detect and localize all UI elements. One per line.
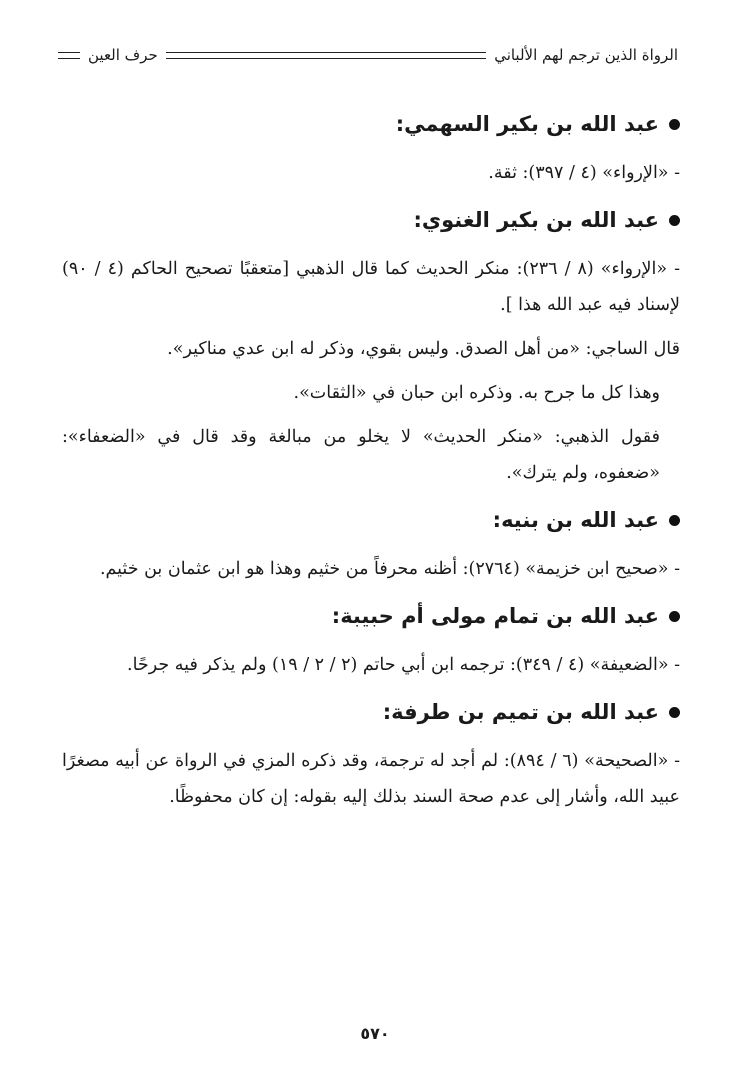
narrator-name: عبد الله بن بكير السهمي:	[395, 112, 659, 136]
narrator-name: عبد الله بن بنيه:	[492, 508, 659, 532]
running-header	[58, 40, 678, 70]
entry	[62, 107, 680, 191]
entry-title	[62, 503, 680, 537]
page-content	[62, 95, 680, 823]
bullet-icon	[669, 515, 680, 526]
entry	[62, 203, 680, 491]
header-rule	[166, 52, 486, 59]
entry-paragraph: وهذا كل ما جرح به. وذكره ابن حبان في «الثقات».	[293, 383, 660, 403]
entry-paragraph: - «الإرواء» (٤ / ٣٩٧): ثقة.	[488, 163, 680, 183]
entry-paragraph: - «صحيح ابن خزيمة» (٢٧٦٤): أظنه محرفاً من خثيم وهذا هو ابن عثمان بن خثيم.	[99, 559, 680, 579]
entry-title	[62, 599, 680, 633]
entry-paragraph: - «الصحيحة» (٦ / ٨٩٤): لم أجد له ترجمة، وقد ذكره المزي في الرواة عن أبيه مصغرًا عبيد الله، وأشار إلى عدم صحة السند بذلك إليه بقوله: إن كان محفوظًا.	[62, 751, 680, 807]
entry-title	[62, 203, 680, 237]
entry	[62, 503, 680, 587]
header-short-rule	[58, 52, 80, 59]
entry-paragraph: - «الضعيفة» (٤ / ٣٤٩): ترجمه ابن أبي حاتم (٢ / ٢ / ١٩) ولم يذكر فيه جرحًا.	[127, 655, 680, 675]
entry	[62, 599, 680, 683]
section-title: حرف العين	[88, 46, 158, 64]
narrator-name: عبد الله بن تمام مولى أم حبيبة:	[331, 604, 659, 628]
book-title: الرواة الذين ترجم لهم الألباني	[494, 46, 678, 64]
bullet-icon	[669, 707, 680, 718]
entry	[62, 695, 680, 815]
entry-title	[62, 695, 680, 729]
entry-paragraph: قال الساجي: «من أهل الصدق. وليس بقوي، وذكر له ابن عدي مناكير».	[167, 339, 680, 359]
bullet-icon	[669, 215, 680, 226]
page-number: ٥٧٠	[360, 1024, 390, 1043]
entry-paragraph: - «الإرواء» (٨ / ٢٣٦): منكر الحديث كما قال الذهبي [متعقبًا تصحيح الحاكم (٤ / ٩٠) لإسناد فيه عبد الله هذا ].	[62, 259, 680, 315]
entry-paragraph: فقول الذهبي: «منكر الحديث» لا يخلو من مبالغة وقد قال في «الضعفاء»: «ضعفوه، ولم يترك».	[62, 427, 660, 483]
entry-title	[62, 107, 680, 141]
narrator-name: عبد الله بن تميم بن طرفة:	[382, 700, 659, 724]
bullet-icon	[669, 119, 680, 130]
bullet-icon	[669, 611, 680, 622]
narrator-name: عبد الله بن بكير الغنوي:	[413, 208, 659, 232]
